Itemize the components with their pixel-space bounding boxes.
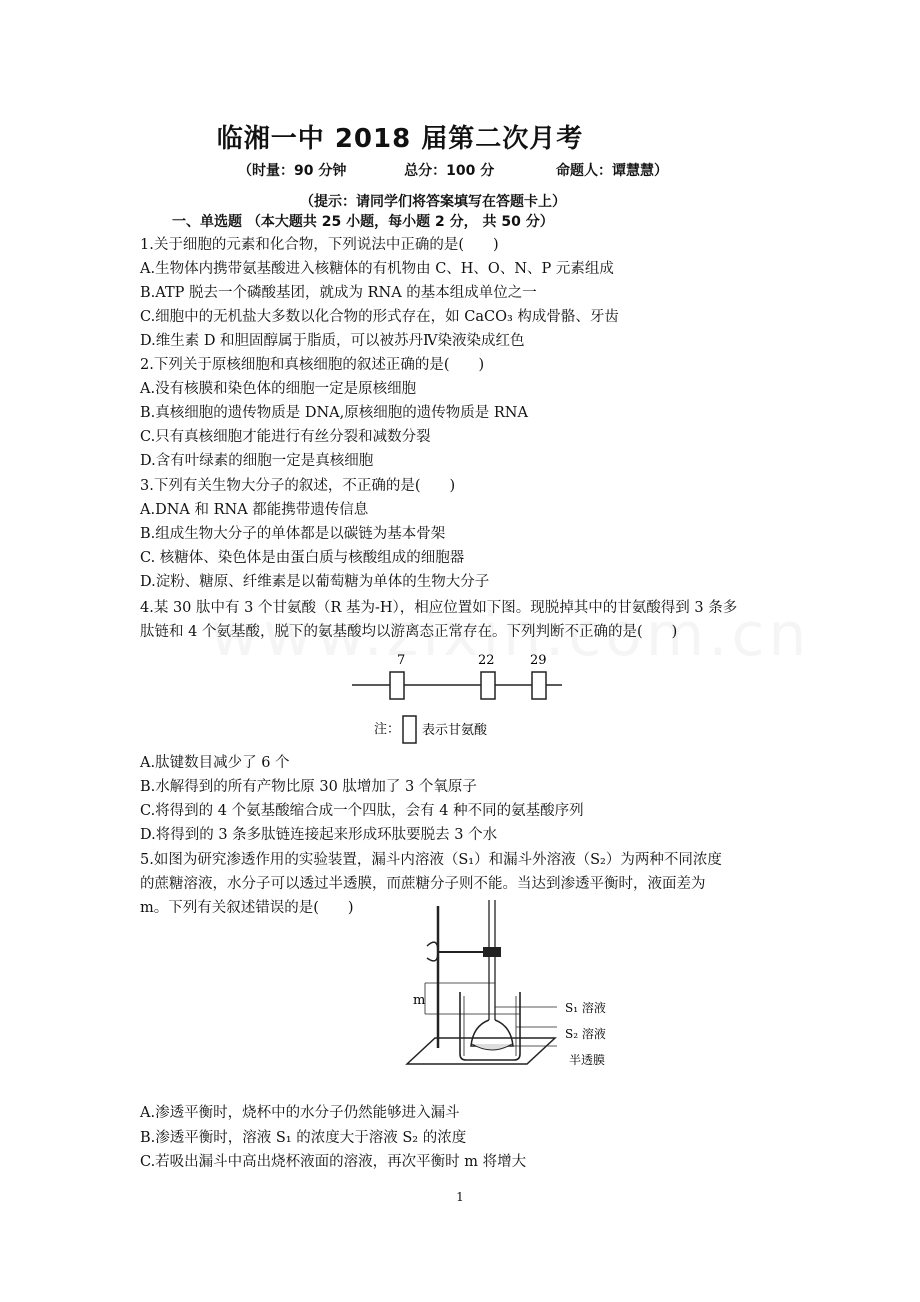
legend-note: 注： <box>374 722 401 737</box>
exam-score: 总分：100 分 <box>404 163 495 179</box>
membrane-label: 半透膜 <box>569 1053 606 1067</box>
option-line: B.ATP 脱去一个磷酸基团，就成为 RNA 的基本组成单位之一 <box>140 285 537 301</box>
s1-label: S₁ 溶液 <box>565 1001 606 1015</box>
legend-text: 表示甘氨酸 <box>422 723 488 738</box>
glycine-position-label: 7 <box>397 653 406 668</box>
option-line: B.渗透平衡时，溶液 S₁ 的浓度大于溶液 S₂ 的浓度 <box>140 1130 467 1146</box>
option-line: A.渗透平衡时，烧杯中的水分子仍然能够进入漏斗 <box>140 1105 460 1121</box>
option-line: A.没有核膜和染色体的细胞一定是原核细胞 <box>140 381 417 397</box>
glycine-position-label: 22 <box>478 653 495 668</box>
option-line: A.生物体内携带氨基酸进入核糖体的有机物由 C、H、O、N、P 元素组成 <box>140 261 614 277</box>
option-line: A.DNA 和 RNA 都能携带遗传信息 <box>140 502 369 518</box>
option-line: B.组成生物大分子的单体都是以碳链为基本骨架 <box>140 526 446 542</box>
option-line: C.将得到的 4 个氨基酸缩合成一个四肽，会有 4 种不同的氨基酸序列 <box>140 803 584 819</box>
option-line: D.淀粉、糖原、纤维素是以葡萄糖为单体的生物大分子 <box>140 574 490 590</box>
option-line: A.肽键数目减少了 6 个 <box>140 755 290 771</box>
question-line: 肽链和 4 个氨基酸，脱下的氨基酸均以游离态正常存在。下列判断不正确的是( ) <box>140 624 678 640</box>
option-line: B.水解得到的所有产物比原 30 肽增加了 3 个氧原子 <box>140 779 477 795</box>
page-number: 1 <box>456 1190 464 1204</box>
option-line: C.只有真核细胞才能进行有丝分裂和减数分裂 <box>140 429 431 445</box>
question-line: 2.下列关于原核细胞和真核细胞的叙述正确的是( ) <box>140 357 485 373</box>
exam-author: 命题人：谭慧慧） <box>555 163 668 179</box>
clamp-block <box>483 947 501 957</box>
glycine-box <box>481 672 495 699</box>
question-line: 1.关于细胞的元素和化合物，下列说法中正确的是( ) <box>140 237 499 253</box>
peptide-diagram <box>350 648 580 748</box>
option-line: C.细胞中的无机盐大多数以化合物的形式存在，如 CaCO₃ 构成骨骼、牙齿 <box>140 309 619 325</box>
question-line: m。下列有关叙述错误的是( ) <box>140 900 354 916</box>
question-line: 4.某 30 肽中有 3 个甘氨酸（R 基为-H），相应位置如下图。现脱掉其中的甘氨酸得到 3 条多 <box>140 600 738 616</box>
funnel-bell <box>471 1020 513 1046</box>
question-line: 5.如图为研究渗透作用的实验装置，漏斗内溶液（S₁）和漏斗外溶液（S₂）为两种不同浓度 <box>140 852 722 868</box>
exam-meta <box>238 160 668 180</box>
osmosis-apparatus-diagram <box>405 896 625 1076</box>
height-difference-label: m <box>413 993 426 1008</box>
clamp-screw <box>427 942 438 961</box>
question-line: 的蔗糖溶液，水分子可以透过半透膜，而蔗糖分子则不能。当达到渗透平衡时，液面差为 <box>140 876 706 892</box>
option-line: D.含有叶绿素的细胞一定是真核细胞 <box>140 453 374 469</box>
option-line: D.维生素 D 和胆固醇属于脂质，可以被苏丹Ⅳ染液染成红色 <box>140 333 525 349</box>
question-line: 3.下列有关生物大分子的叙述，不正确的是( ) <box>140 478 456 494</box>
section-heading: 一、单选题 （本大题共 25 小题，每小题 2 分， 共 50 分） <box>172 214 554 230</box>
exam-time: （时量：90 分钟 <box>238 163 347 179</box>
glycine-box <box>532 672 546 699</box>
semipermeable-membrane <box>472 1044 512 1050</box>
option-line: C. 核糖体、染色体是由蛋白质与核酸组成的细胞器 <box>140 550 465 566</box>
exam-hint: （提示：请同学们将答案填写在答题卡上） <box>300 194 566 210</box>
s2-label: S₂ 溶液 <box>565 1027 606 1041</box>
option-line: B.真核细胞的遗传物质是 DNA,原核细胞的遗传物质是 RNA <box>140 405 528 421</box>
page-title: 临湘一中 2018 届第二次月考 <box>216 124 584 154</box>
legend-glycine-box <box>403 716 416 743</box>
glycine-position-label: 29 <box>530 653 547 668</box>
option-line: C.若吸出漏斗中高出烧杯液面的溶液，再次平衡时 m 将增大 <box>140 1154 527 1170</box>
glycine-box <box>390 672 404 699</box>
option-line: D.将得到的 3 条多肽链连接起来形成环肽要脱去 3 个水 <box>140 827 498 843</box>
